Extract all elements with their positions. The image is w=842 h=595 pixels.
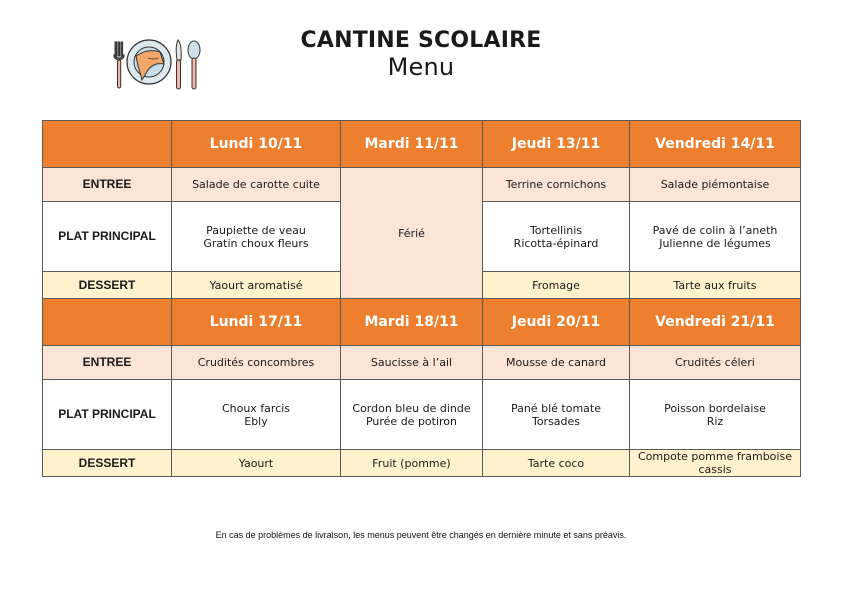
row-label-entree: ENTREE [43, 346, 172, 380]
entree-cell: Crudités concombres [172, 346, 341, 380]
entree-cell: Saucisse à l’ail [341, 346, 483, 380]
menu-table [42, 120, 801, 477]
week-1-header-row [43, 121, 801, 168]
dish-line: Ricotta-épinard [513, 236, 599, 250]
plat-cell [630, 380, 801, 450]
day-header: Vendredi 21/11 [630, 299, 801, 346]
row-label-entree: ENTREE [43, 168, 172, 202]
plat-cell [483, 202, 630, 272]
plat-cell [483, 380, 630, 450]
row-label-dessert: DESSERT [43, 450, 172, 477]
dessert-cell: Tarte coco [483, 450, 630, 477]
dish-line: Gratin choux fleurs [203, 236, 309, 250]
dish-line: Cordon bleu de dinde [352, 401, 471, 415]
dish-line: Torsades [531, 414, 581, 428]
row-label-plat: PLAT PRINCIPAL [43, 380, 172, 450]
dish-line: Ebly [244, 414, 268, 428]
week-2-plat-row [43, 380, 801, 450]
day-header: Lundi 10/11 [172, 121, 341, 168]
dish-line: Paupiette de veau [206, 223, 306, 237]
day-header: Mardi 11/11 [341, 121, 483, 168]
day-header: Lundi 17/11 [172, 299, 341, 346]
dessert-cell: Tarte aux fruits [630, 272, 801, 299]
entree-cell: Salade de carotte cuite [172, 168, 341, 202]
title-text: CANTINE SCOLAIRE [300, 28, 542, 53]
entree-cell: Crudités céleri [630, 346, 801, 380]
dish-line: Julienne de légumes [659, 236, 771, 250]
plat-cell [630, 202, 801, 272]
dessert-cell: Yaourt [172, 450, 341, 477]
week-2-header-row [43, 299, 801, 346]
dish-line: Riz [706, 414, 724, 428]
entree-cell: Mousse de canard [483, 346, 630, 380]
page-title [0, 28, 842, 81]
plat-cell [172, 202, 341, 272]
plat-cell [341, 380, 483, 450]
entree-cell: Terrine cornichons [483, 168, 630, 202]
dessert-cell: Yaourt aromatisé [172, 272, 341, 299]
dish-line: Choux farcis [221, 401, 291, 415]
day-header: Vendredi 14/11 [630, 121, 801, 168]
dish-line: Pané blé tomate [511, 401, 601, 415]
subtitle-text: Menu [387, 53, 455, 81]
footnote: En cas de problèmes de livraison, les menus peuvent être changés en dernière minute et sans préavis. [215, 530, 627, 540]
week-2-entree-row [43, 346, 801, 380]
day-header: Jeudi 13/11 [483, 121, 630, 168]
dish-line: Poisson bordelaise [664, 401, 766, 415]
dish-line: Pavé de colin à l’aneth [652, 223, 778, 237]
dessert-cell: Compote pomme framboise cassis [630, 450, 801, 477]
dish-line: Tortellinis [529, 223, 583, 237]
row-label-plat: PLAT PRINCIPAL [43, 202, 172, 272]
week-1-entree-row [43, 168, 801, 202]
day-header: Mardi 18/11 [341, 299, 483, 346]
dessert-cell: Fromage [483, 272, 630, 299]
header-corner [43, 299, 172, 346]
plat-cell [172, 380, 341, 450]
dessert-cell: Fruit (pomme) [341, 450, 483, 477]
week-2-dessert-row [43, 450, 801, 477]
header-corner [43, 121, 172, 168]
day-header: Jeudi 20/11 [483, 299, 630, 346]
entree-cell: Salade piémontaise [630, 168, 801, 202]
dish-line: Purée de potiron [365, 414, 458, 428]
holiday-cell: Férié [341, 168, 483, 299]
row-label-dessert: DESSERT [43, 272, 172, 299]
